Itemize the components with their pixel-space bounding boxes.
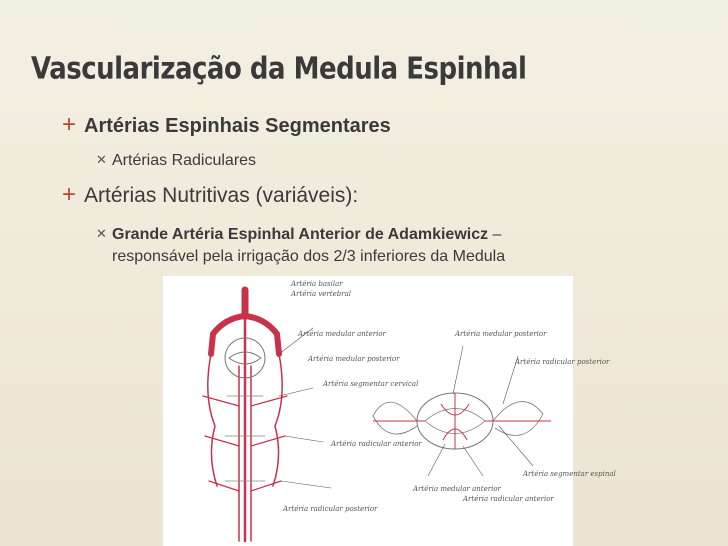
- label-medular-ant-r: Artéria medular anterior: [413, 485, 501, 493]
- bullet-4-text: [112, 224, 505, 268]
- bullet-1: [62, 111, 391, 138]
- artery-tree-left: [203, 290, 331, 541]
- bullet-3-text: Artérias Nutritivas (variáveis):: [84, 184, 359, 207]
- bullet-4-rest: –: [488, 226, 502, 243]
- spinal-vascularization-figure: [163, 276, 616, 546]
- bullet-4: [96, 224, 505, 268]
- label-segmentar: Artéria segmentar cervical: [323, 380, 419, 388]
- label-medular-anterior: Artéria medular anterior: [298, 330, 386, 338]
- bullet-1-text: Artérias Espinhais Segmentares: [84, 115, 391, 137]
- bullet-2-text: Artérias Radiculares: [112, 152, 257, 169]
- label-radicular-ant-r: Artéria radicular anterior: [463, 495, 554, 503]
- bullet-4-bold: Grande Artéria Espinhal Anterior de Adamkiewicz: [112, 226, 489, 243]
- plus-bullet-icon: +: [62, 181, 77, 208]
- label-medular-post-r: Artéria medular posterior: [455, 330, 547, 338]
- label-vertebral: Artéria vertebral: [291, 290, 351, 298]
- label-basilar: Artéria basilar: [291, 280, 343, 288]
- x-bullet-icon: ✕: [96, 226, 107, 241]
- bullet-4-line2: responsável pela irrigação dos 2/3 inferiores da Medula: [112, 248, 506, 265]
- x-bullet-icon: ✕: [96, 152, 107, 167]
- label-radicular: Artéria radicular anterior: [331, 440, 422, 448]
- label-radicular-post: Artéria radicular posterior: [283, 505, 378, 513]
- anatomy-illustration: [163, 276, 616, 546]
- plus-bullet-icon: +: [62, 111, 77, 138]
- label-medular-posterior: Artéria medular posterior: [308, 355, 400, 363]
- slide-title: Vascularização da Medula Espinhal: [31, 52, 527, 87]
- label-segmentar-r: Artéria segmentar espinal: [523, 470, 616, 478]
- bullet-2: [96, 150, 256, 172]
- label-radicular-r: Artéria radicular posterior: [515, 358, 610, 366]
- bullet-3: [62, 181, 359, 208]
